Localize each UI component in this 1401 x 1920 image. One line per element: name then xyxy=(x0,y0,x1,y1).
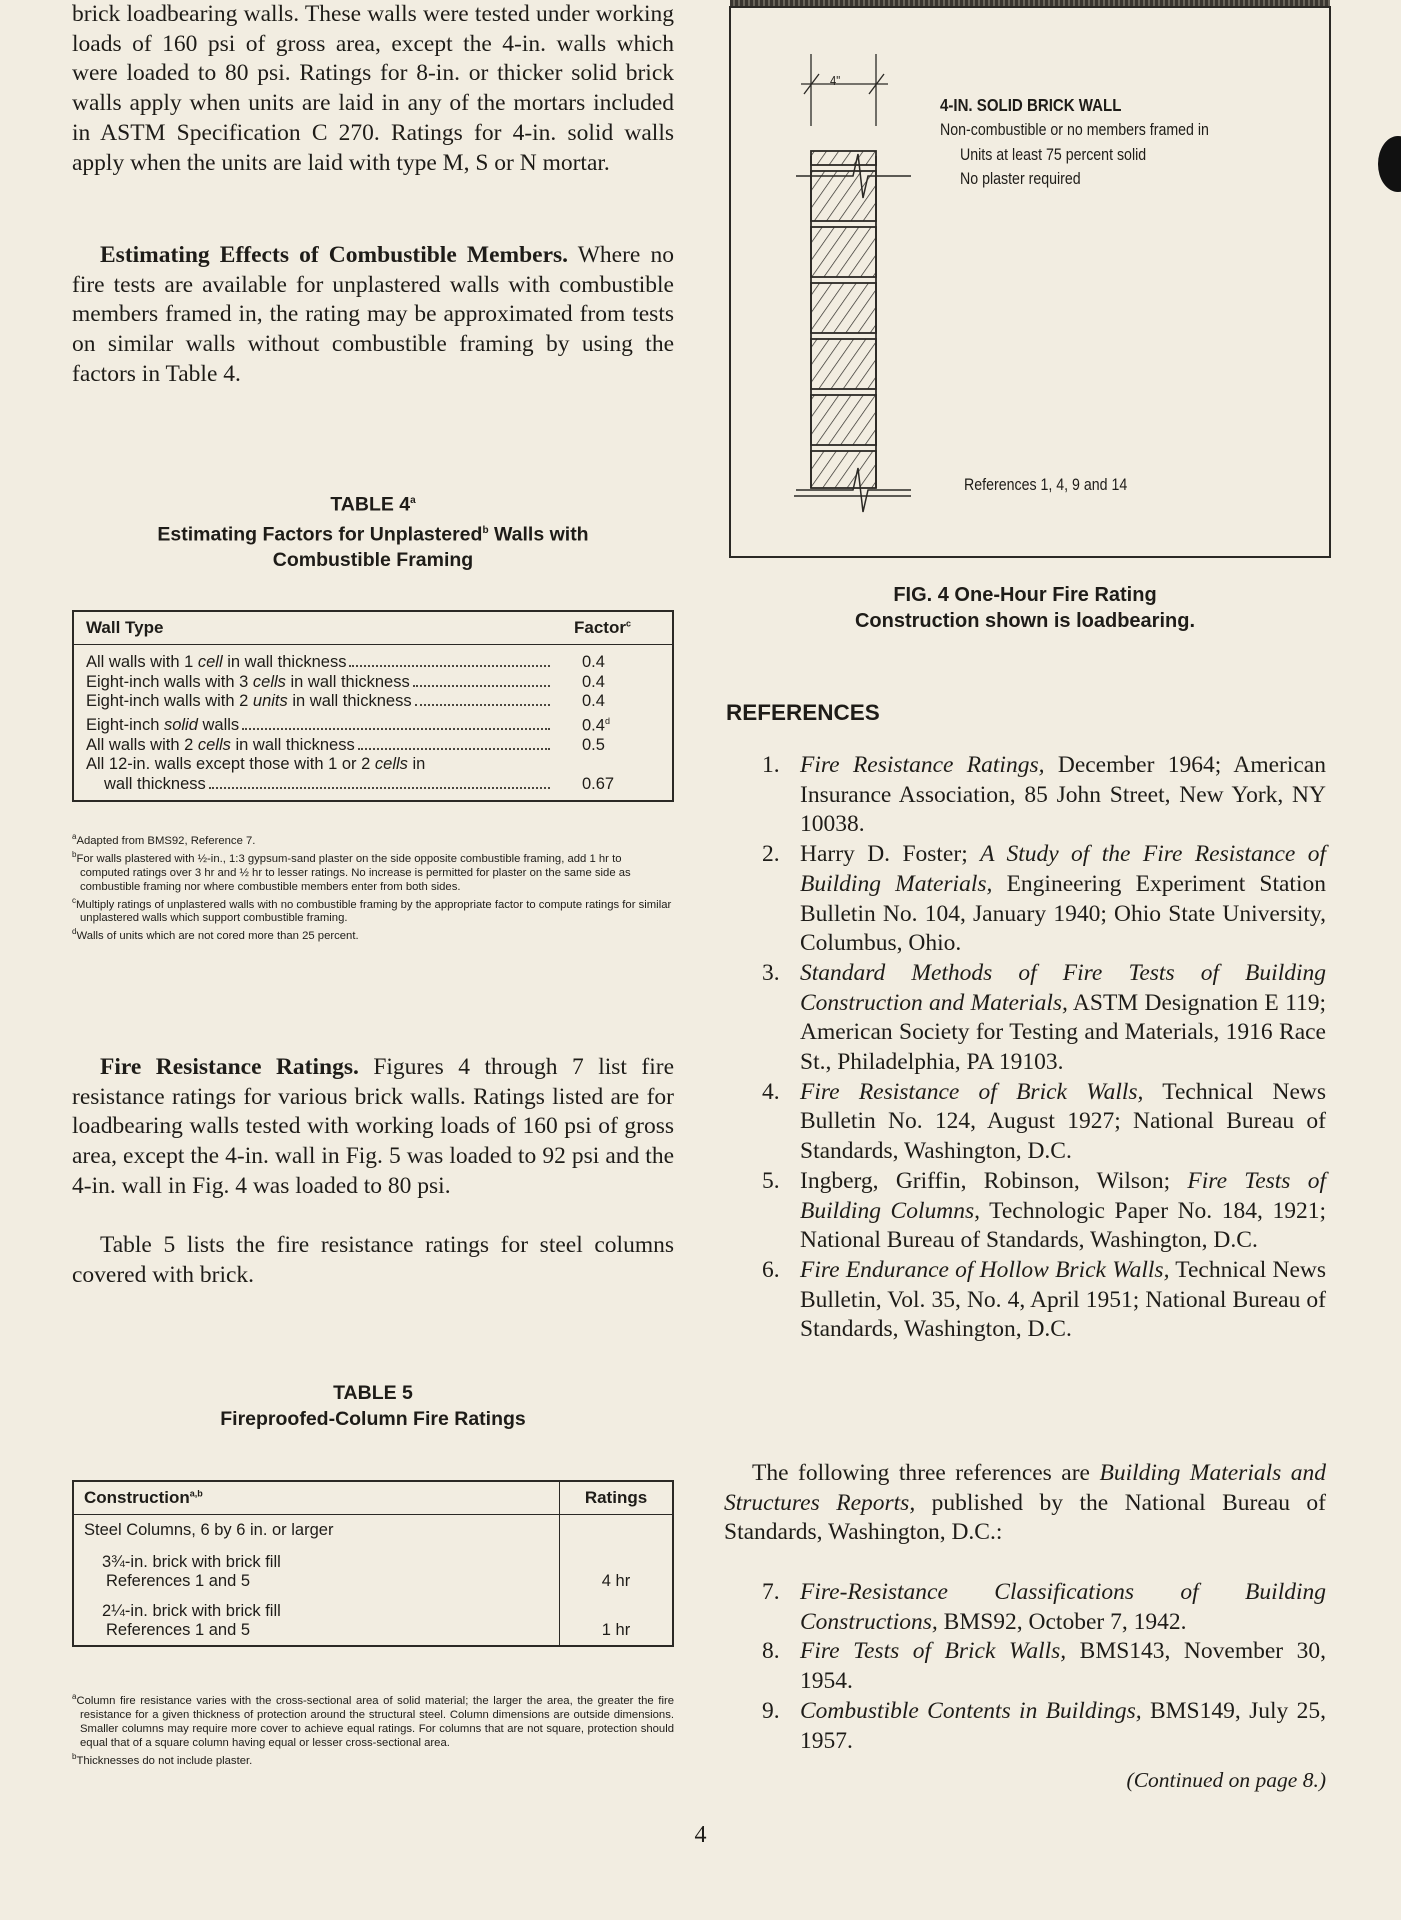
table4-wall-type-cell xyxy=(73,673,562,693)
reference-details: ASTM Designation E 119; American Society for Testing and Materials, 1916 Race St., Philadelphia, PA 19103. xyxy=(800,989,1326,1076)
continued-note: (Continued on page 8.) xyxy=(1126,1768,1326,1792)
figure4-references: References 1, 4, 9 and 14 xyxy=(964,476,1128,494)
table4-footnotes xyxy=(72,830,674,943)
table-row xyxy=(73,712,673,736)
reference-title: Standard Methods of Fire Tests of Building Construction and Materials, xyxy=(800,959,1326,1016)
wall-type-emphasis: solid xyxy=(163,716,198,734)
leader-dots xyxy=(349,665,550,667)
table4-header-factor: Factor$^c$ xyxy=(562,611,673,645)
wall-type-pre: Eight-inch walls with 2 xyxy=(86,692,253,710)
footnote-text: Adapted from BMS92, Reference 7. xyxy=(76,834,256,847)
reference-author: Ingberg, Griffin, Robinson, Wilson; xyxy=(800,1167,1188,1194)
table4-caption xyxy=(72,488,674,573)
wall-type-emphasis: cell xyxy=(197,653,223,671)
list-item xyxy=(724,1256,1326,1345)
wall-type-post: in wall thickness xyxy=(287,692,412,710)
figure4-label-line2: Units at least 75 percent solid xyxy=(960,146,1147,164)
table4-factor-cell xyxy=(562,692,673,712)
table4-wall-type-cell xyxy=(73,692,562,712)
factor-value: 0.4 xyxy=(582,672,605,691)
references-note: The following three references are Building Materials and Structures Reports, published by the National Bureau of Standards, Washington, D.C.: xyxy=(724,1460,1327,1546)
table5-header-ratings: Ratings xyxy=(560,1481,674,1515)
footnote-mark: b xyxy=(72,1751,77,1761)
table4-factor-cell xyxy=(562,755,673,801)
table5-row2-construction: 2¼-in. brick with brick fill References 1 and 5 xyxy=(73,1592,560,1646)
table4 xyxy=(72,610,674,802)
footnote-mark: d xyxy=(72,927,77,937)
footnote-text: Thicknesses do not include plaster. xyxy=(76,1754,253,1767)
footnote-text: For walls plastered with ½-in., 1:3 gypsum-sand plaster on the side opposite combustible framing, add 1 hr to computed ratings over 3 hr and ½ hr to lesser ratings. No increase is permitted for plaster on the same side as combustible framing nor where combustible members enter from both sides. xyxy=(76,852,631,893)
reference-author: Harry D. Foster; xyxy=(800,841,981,868)
reference-title: Fire Endurance of Hollow Brick Walls, xyxy=(800,1256,1170,1283)
wall-type-emphasis: cells xyxy=(374,755,408,773)
page-number: 4 xyxy=(694,1822,707,1848)
table-row xyxy=(73,755,673,801)
wall-type-post: in wall thickness xyxy=(230,735,355,754)
table4-wall-type-text xyxy=(86,673,410,693)
reference-title: Fire Resistance Ratings, xyxy=(800,752,1045,778)
footnote xyxy=(72,1750,674,1768)
table5-header-construction: Construction$^{a,b}$ xyxy=(73,1481,560,1515)
table4-caption-line2: Combustible Framing xyxy=(272,549,474,571)
wall-type-post: in wall thickness xyxy=(285,672,410,691)
table5-row2-rating: 1 hr xyxy=(601,1621,631,1639)
references-title: REFERENCES xyxy=(726,700,880,725)
references-list xyxy=(724,751,1326,1345)
intro-paragraph: brick loadbearing walls. These walls were tested under working loads of 160 psi of gross area, except the 4-in. walls which were loaded to 80 psi. Ratings for 8-in. or thicker solid brick walls apply when units are laid in any of the mortars included in ASTM Specification C 270. Ratings for 4-in. solid walls apply when the units are laid with type M, S or N mortar. xyxy=(72,1,674,176)
table-row xyxy=(73,673,673,693)
table4-title-mark: a xyxy=(410,495,416,506)
table4-factor-cell xyxy=(562,673,673,693)
margin-tab-mark xyxy=(1378,136,1401,192)
leader-dots xyxy=(242,728,550,730)
reference-details: BMS149, July 25, 1957. xyxy=(800,1697,1326,1754)
table4-wall-type-cell xyxy=(73,736,562,756)
table5-intro-paragraph: Table 5 lists the fire resistance ratings for steel columns covered with brick. xyxy=(72,1232,674,1288)
wall-type-continuation: wall thickness xyxy=(104,774,206,793)
leader-dots xyxy=(209,787,550,789)
wall-type-emphasis: units xyxy=(252,692,288,710)
footnote-text: Walls of units which are not cored more than 25 percent. xyxy=(76,930,359,943)
wall-type-post: in wall thickness xyxy=(222,653,347,671)
reference-number: 6. xyxy=(762,1256,780,1283)
table5-row1-rating: 4 hr xyxy=(601,1572,631,1590)
table-row xyxy=(73,1592,673,1646)
footnote xyxy=(72,1690,674,1750)
table4-caption-part1: Estimating Factors for Unplastered xyxy=(157,523,483,545)
list-item xyxy=(724,1078,1326,1167)
table5-grid xyxy=(72,1480,674,1647)
reference-number: 4. xyxy=(762,1078,780,1105)
reference-details: December 1964; American Insurance Association, 85 John Street, New York, NY 10038. xyxy=(800,752,1326,838)
table4-wall-type-text xyxy=(86,716,239,736)
list-item xyxy=(724,1637,1326,1696)
reference-title: Fire-Resistance Classifications of Building Constructions, xyxy=(800,1579,1326,1635)
footnote xyxy=(72,894,674,926)
figure4-caption-line1: FIG. 4 One-Hour Fire Rating xyxy=(893,584,1157,606)
list-item xyxy=(724,1167,1326,1256)
figure4-box xyxy=(729,6,1331,558)
reference-details: Technologic Paper No. 184, 1921; National Bureau of Standards, Washington, D.C. xyxy=(800,1197,1326,1254)
leader-dots xyxy=(358,748,550,750)
footnote-text: Multiply ratings of unplastered walls with no combustible framing by the appropriate factor to compute ratings for similar unplastered walls which support combustible framing. xyxy=(76,898,672,925)
table4-factor-cell xyxy=(562,736,673,756)
reference-title: A Study of the Fire Resistance of Building Materials, xyxy=(800,841,1326,897)
table-row xyxy=(73,692,673,712)
table-row xyxy=(73,736,673,756)
table4-header-wall-type: Wall Type xyxy=(73,611,562,645)
list-item xyxy=(724,959,1326,1078)
table4-grid xyxy=(72,610,674,802)
footnote-mark: c xyxy=(72,895,76,905)
table4-body xyxy=(73,645,673,802)
reference-number: 9. xyxy=(762,1697,780,1724)
wall-type-emphasis: cells xyxy=(197,735,231,754)
references-list-bms xyxy=(724,1578,1326,1756)
reference-title: Fire Tests of Building Columns, xyxy=(800,1167,1327,1224)
brick-wall-section xyxy=(811,151,876,488)
table4-wall-type-text xyxy=(86,755,425,773)
reference-details: Technical News Bulletin No. 124, August 1927; National Bureau of Standards, Washington, D.C. xyxy=(800,1078,1326,1165)
list-item xyxy=(724,751,1326,840)
table-row xyxy=(73,645,673,673)
table4-caption-part2: Walls with xyxy=(488,523,589,545)
figure4-dimension: 4" xyxy=(830,73,841,88)
figure4-caption-line2: Construction shown is loadbearing. xyxy=(854,610,1196,632)
factor-mark: d xyxy=(604,715,610,726)
list-item xyxy=(724,1697,1326,1756)
table4-wall-type-line xyxy=(86,775,552,795)
figure4-label-title: 4-IN. SOLID BRICK WALL xyxy=(940,95,1122,115)
figure4-drawing xyxy=(731,8,1329,556)
factor-value: 0.67 xyxy=(582,774,615,793)
table5-caption-text: Fireproofed-Column Fire Ratings xyxy=(220,1408,526,1430)
reference-details: BMS143, November 30, 1954. xyxy=(800,1638,1326,1695)
footnote-mark: a xyxy=(72,832,77,841)
wall-type-post: walls xyxy=(197,716,240,734)
wall-type-pre: All 12-in. walls except those with 1 or 2 xyxy=(86,755,375,773)
fire-resistance-heading: Fire Resistance Ratings. xyxy=(100,1054,359,1080)
dimension-markers xyxy=(801,54,888,126)
footnote-mark: b xyxy=(72,849,77,859)
wall-type-pre: All walls with 1 xyxy=(86,653,198,671)
list-item xyxy=(724,840,1326,959)
reference-details: Technical News Bulletin, Vol. 35, No. 4, April 1951; National Bureau of Standards, Washington, D.C. xyxy=(800,1256,1326,1343)
reference-details: BMS92, October 7, 1942. xyxy=(937,1608,1187,1635)
footnote-mark: a xyxy=(72,1692,77,1701)
table4-wall-type-line xyxy=(86,736,552,756)
reference-details: Engineering Experiment Station Bulletin No. 104, January 1940; Ohio State University, Columbus, Ohio. xyxy=(800,870,1326,957)
table4-wall-type-line xyxy=(86,673,552,693)
table4-wall-type-text xyxy=(86,653,346,673)
table5-group-rating xyxy=(560,1515,674,1541)
wall-type-post: in xyxy=(407,755,426,773)
wall-type-pre: Eight-inch walls with 3 xyxy=(86,672,253,691)
wall-type-emphasis: cells xyxy=(252,672,286,691)
table5-title: TABLE 5 xyxy=(333,1382,413,1404)
reference-number: 2. xyxy=(762,841,780,868)
reference-number: 1. xyxy=(762,752,780,778)
factor-value: 0.4 xyxy=(582,692,605,710)
figure4-caption xyxy=(724,582,1326,634)
table4-title: TABLE 4 xyxy=(330,493,411,516)
reference-number: 5. xyxy=(762,1167,780,1194)
table4-caption-mark: b xyxy=(482,524,489,536)
figure4-label-line3: No plaster required xyxy=(960,170,1081,188)
factor-value: 0.5 xyxy=(582,735,605,754)
wall-type-pre: Eight-inch xyxy=(86,716,164,734)
table5-row1-construction: 3¾-in. brick with brick fill References 1 and 5 xyxy=(73,1541,560,1592)
table5 xyxy=(72,1480,674,1647)
table4-wall-type-text xyxy=(86,692,412,712)
list-item xyxy=(724,1578,1326,1637)
table5-group-label: Steel Columns, 6 by 6 in. or larger xyxy=(73,1515,560,1541)
footnote-text: Column fire resistance varies with the cross-sectional area of solid material; the larger the area, the greater the fire resistance for a given thickness of protection around the structural steel. Column dimensions are outside dimensions. Smaller columns may require more cover to achieve equal ratings. For columns that are not square, protection should equal that of a square column having equal or lesser cross-sectional area. xyxy=(76,1694,674,1749)
table4-factor-cell xyxy=(562,712,673,736)
reference-number: 7. xyxy=(762,1579,780,1605)
fire-resistance-paragraph xyxy=(72,1053,674,1202)
reference-number: 8. xyxy=(762,1638,780,1665)
table4-wall-type-line xyxy=(86,692,552,712)
factor-value: 0.4 xyxy=(582,716,605,734)
estimating-heading: Estimating Effects of Combustible Members. xyxy=(100,242,569,268)
table5-caption xyxy=(72,1380,674,1432)
estimating-paragraph xyxy=(72,241,674,390)
reference-title: Combustible Contents in Buildings, xyxy=(800,1697,1142,1724)
fire-resistance-text: Figures 4 through 7 list fire resistance ratings for various brick walls. Ratings listed are for loadbearing walls tested with working loads of 160 psi of gross area, except the 4-in. wall in Fig. 5 was loaded to 92 psi and the 4-in. wall in Fig. 4 was loaded to 80 psi. xyxy=(72,1054,674,1199)
table5-footnotes xyxy=(72,1690,674,1768)
factor-value: 0.4 xyxy=(582,653,605,671)
table4-factor-cell xyxy=(562,645,673,673)
figure4-label-line1: Non-combustible or no members framed in xyxy=(940,121,1209,139)
footnote xyxy=(72,848,674,894)
leader-dots xyxy=(413,685,550,687)
table4-wall-type-text xyxy=(86,736,355,756)
table4-wall-type-cell xyxy=(73,712,562,736)
reference-title: Fire Resistance of Brick Walls, xyxy=(800,1078,1144,1105)
reference-number: 3. xyxy=(762,959,780,986)
footnote xyxy=(72,925,674,943)
table4-wall-type-cell xyxy=(73,755,562,801)
table4-wall-type-line xyxy=(86,653,552,673)
table4-wall-type-cell xyxy=(73,645,562,673)
wall-type-pre: All walls with 2 xyxy=(86,735,198,754)
footnote xyxy=(72,830,674,848)
table-row xyxy=(73,1541,673,1592)
leader-dots xyxy=(415,704,550,706)
reference-title: Fire Tests of Brick Walls, xyxy=(800,1638,1067,1665)
estimating-text: Where no fire tests are available for unplastered walls with combustible members framed in, the rating may be approximated from tests on similar walls without combustible framing by using the factors in Table 4. xyxy=(72,242,674,387)
table4-wall-type-line xyxy=(86,716,552,736)
